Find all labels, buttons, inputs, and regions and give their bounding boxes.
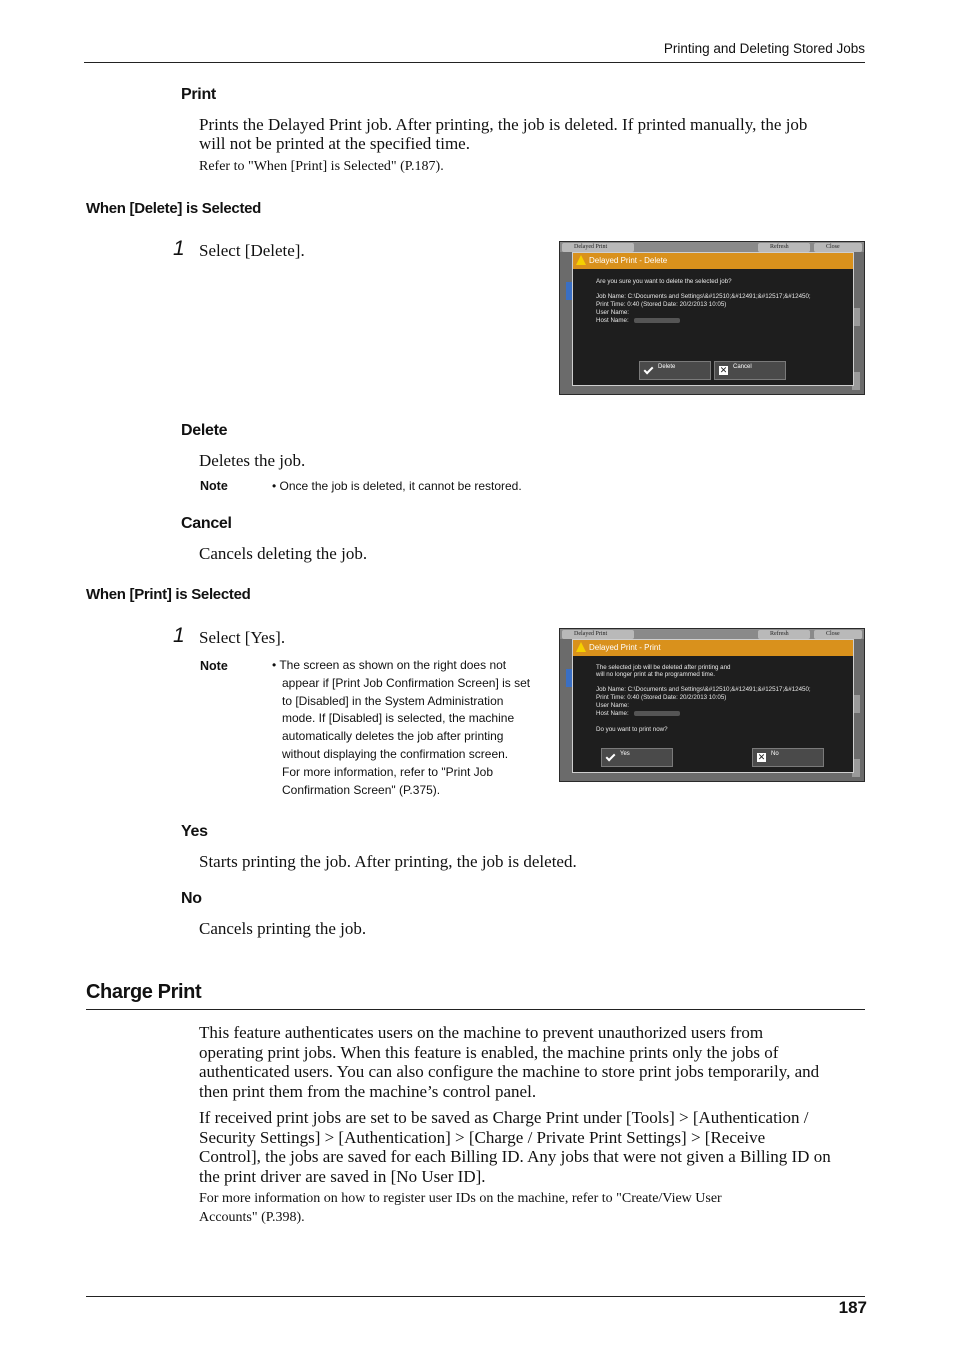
cancel-option-text: Cancels deleting the job. — [199, 544, 368, 563]
dialog-job-name: Job Name: C:\Documents and Settings\&#12510;&#12491;&#12517;&#12450; — [596, 293, 811, 300]
dialog-title — [573, 253, 853, 269]
charge-print-paragraph-1 — [199, 1023, 819, 1101]
dialog-host-name: Host Name: — [596, 710, 629, 717]
yes-button-label: Yes — [620, 751, 630, 757]
ref-line: For more information on how to register user IDs on the machine, refer to "Create/View User — [199, 1191, 722, 1206]
paragraph-line: operating print jobs. When this feature is enabled, the machine prints only the jobs of — [199, 1042, 779, 1062]
yes-option-text: Starts printing the job. After printing, the job is deleted. — [199, 852, 577, 871]
bg-refresh-button[interactable]: Refresh — [758, 630, 810, 639]
dialog-msg2: will no longer print at the programmed time. — [596, 671, 715, 678]
paragraph-line: then print them from the machine’s control panel. — [199, 1081, 537, 1101]
dialog-msg1: The selected job will be deleted after printing and — [596, 664, 731, 671]
dialog-no-button[interactable] — [752, 748, 824, 767]
no-button-label: No — [771, 751, 779, 757]
delete-option-heading: Delete — [181, 422, 228, 439]
note-line: • The screen as shown on the right does not — [272, 658, 507, 672]
note-line: Confirmation Screen" (P.375). — [282, 782, 441, 797]
note-line: automatically deletes the job after printing — [282, 729, 504, 744]
check-icon — [606, 752, 616, 762]
redacted-host — [634, 711, 680, 716]
delete-step-text: Select [Delete]. — [199, 241, 305, 260]
dialog-user-name: User Name: — [596, 702, 630, 709]
delete-step-number: 1 — [173, 237, 185, 260]
delete-note-label: Note — [200, 479, 228, 493]
delete-note-text: • Once the job is deleted, it cannot be restored. — [272, 479, 522, 493]
header-rule — [84, 62, 865, 63]
redacted-host — [634, 318, 680, 323]
print-dialog-screenshot — [559, 628, 865, 782]
check-icon — [644, 365, 654, 375]
warning-icon — [576, 642, 586, 652]
print-note-label: Note — [200, 659, 228, 673]
charge-print-title: Charge Print — [86, 981, 202, 1003]
dialog-user-name: User Name: — [596, 309, 630, 316]
no-option-heading: No — [181, 890, 202, 907]
x-icon: ✕ — [757, 752, 766, 762]
delete-dialog — [572, 252, 854, 386]
print-heading: Print — [181, 86, 216, 103]
bg-tab-delayed-print: Delayed Print — [562, 630, 634, 639]
print-selected-heading: When [Print] is Selected — [86, 586, 251, 603]
paragraph-line: authenticated users. You can also configure the machine to store print jobs temporarily, and — [199, 1062, 820, 1081]
paragraph-line: Security Settings] > [Authentication] > [Charge / Private Print Settings] > [Receive — [199, 1127, 766, 1147]
dialog-title-text: Delayed Print - Delete — [589, 256, 668, 265]
section-rule — [86, 1009, 865, 1010]
x-icon: ✕ — [719, 365, 728, 375]
delete-button-label: Delete — [658, 364, 676, 370]
delete-option-text: Deletes the job. — [199, 451, 306, 470]
cancel-button-label: Cancel — [733, 364, 752, 370]
yes-option-heading: Yes — [181, 823, 208, 840]
paragraph-line: If received print jobs are set to be saved as Charge Print under [Tools] > [Authentication / — [199, 1108, 809, 1127]
dialog-delete-button[interactable] — [639, 361, 711, 380]
print-ref: Refer to "When [Print] is Selected" (P.187). — [199, 159, 444, 174]
page-number: 187 — [838, 1298, 867, 1317]
ref-line: Accounts" (P.398). — [199, 1210, 305, 1225]
bg-refresh-button[interactable]: Refresh — [758, 243, 810, 252]
dialog-yes-button[interactable] — [601, 748, 673, 767]
note-line: to [Disabled] in the System Administration — [282, 693, 504, 708]
dialog-host-name: Host Name: — [596, 317, 629, 324]
delete-section-heading: When [Delete] is Selected — [86, 200, 262, 217]
dialog-question: Do you want to print now? — [596, 726, 668, 733]
paragraph-line: the print driver are saved in [No User ID]. — [199, 1166, 486, 1186]
charge-print-paragraph-2 — [199, 1108, 831, 1186]
delete-dialog-screenshot — [559, 241, 865, 395]
print-body-line1: Prints the Delayed Print job. After printing, the job is deleted. If printed manually, the job — [199, 115, 808, 134]
warning-icon — [576, 255, 586, 265]
dialog-job-name: Job Name: C:\Documents and Settings\&#12510;&#12491;&#12517;&#12450; — [596, 686, 811, 693]
paragraph-line: Control], the jobs are saved for each Billing ID. Any jobs that were not given a Billing ID on — [199, 1147, 831, 1166]
dialog-print-time: Print Time: 0:40 (Stored Date: 20/2/2013 10:05) — [596, 301, 727, 308]
bg-close-button[interactable]: Close — [814, 630, 862, 639]
note-line: without displaying the confirmation screen. — [282, 746, 509, 761]
note-line: mode. If [Disabled] is selected, the machine — [282, 711, 515, 726]
note-line: For more information, refer to "Print Job — [282, 764, 494, 779]
dialog-title — [573, 640, 853, 656]
dialog-cancel-button[interactable] — [714, 361, 786, 380]
print-dialog — [572, 639, 854, 773]
print-step-number: 1 — [173, 624, 185, 647]
dialog-question: Are you sure you want to delete the selected job? — [596, 278, 732, 285]
dialog-title-text: Delayed Print - Print — [589, 643, 661, 652]
charge-print-ref — [199, 1189, 722, 1227]
footer-rule — [86, 1296, 865, 1297]
note-line: appear if [Print Job Confirmation Screen] is set — [282, 675, 531, 690]
running-header: Printing and Deleting Stored Jobs — [663, 41, 865, 56]
dialog-print-time: Print Time: 0:40 (Stored Date: 20/2/2013 10:05) — [596, 694, 727, 701]
print-step-text: Select [Yes]. — [199, 628, 286, 647]
bg-tab-delayed-print: Delayed Print — [562, 243, 634, 252]
print-note-text — [272, 657, 557, 799]
print-body-line2: will not be printed at the specified time. — [199, 134, 470, 153]
no-option-text: Cancels printing the job. — [199, 919, 367, 938]
cancel-option-heading: Cancel — [181, 515, 232, 532]
bg-close-button[interactable]: Close — [814, 243, 862, 252]
paragraph-line: This feature authenticates users on the machine to prevent unauthorized users from — [199, 1023, 764, 1042]
